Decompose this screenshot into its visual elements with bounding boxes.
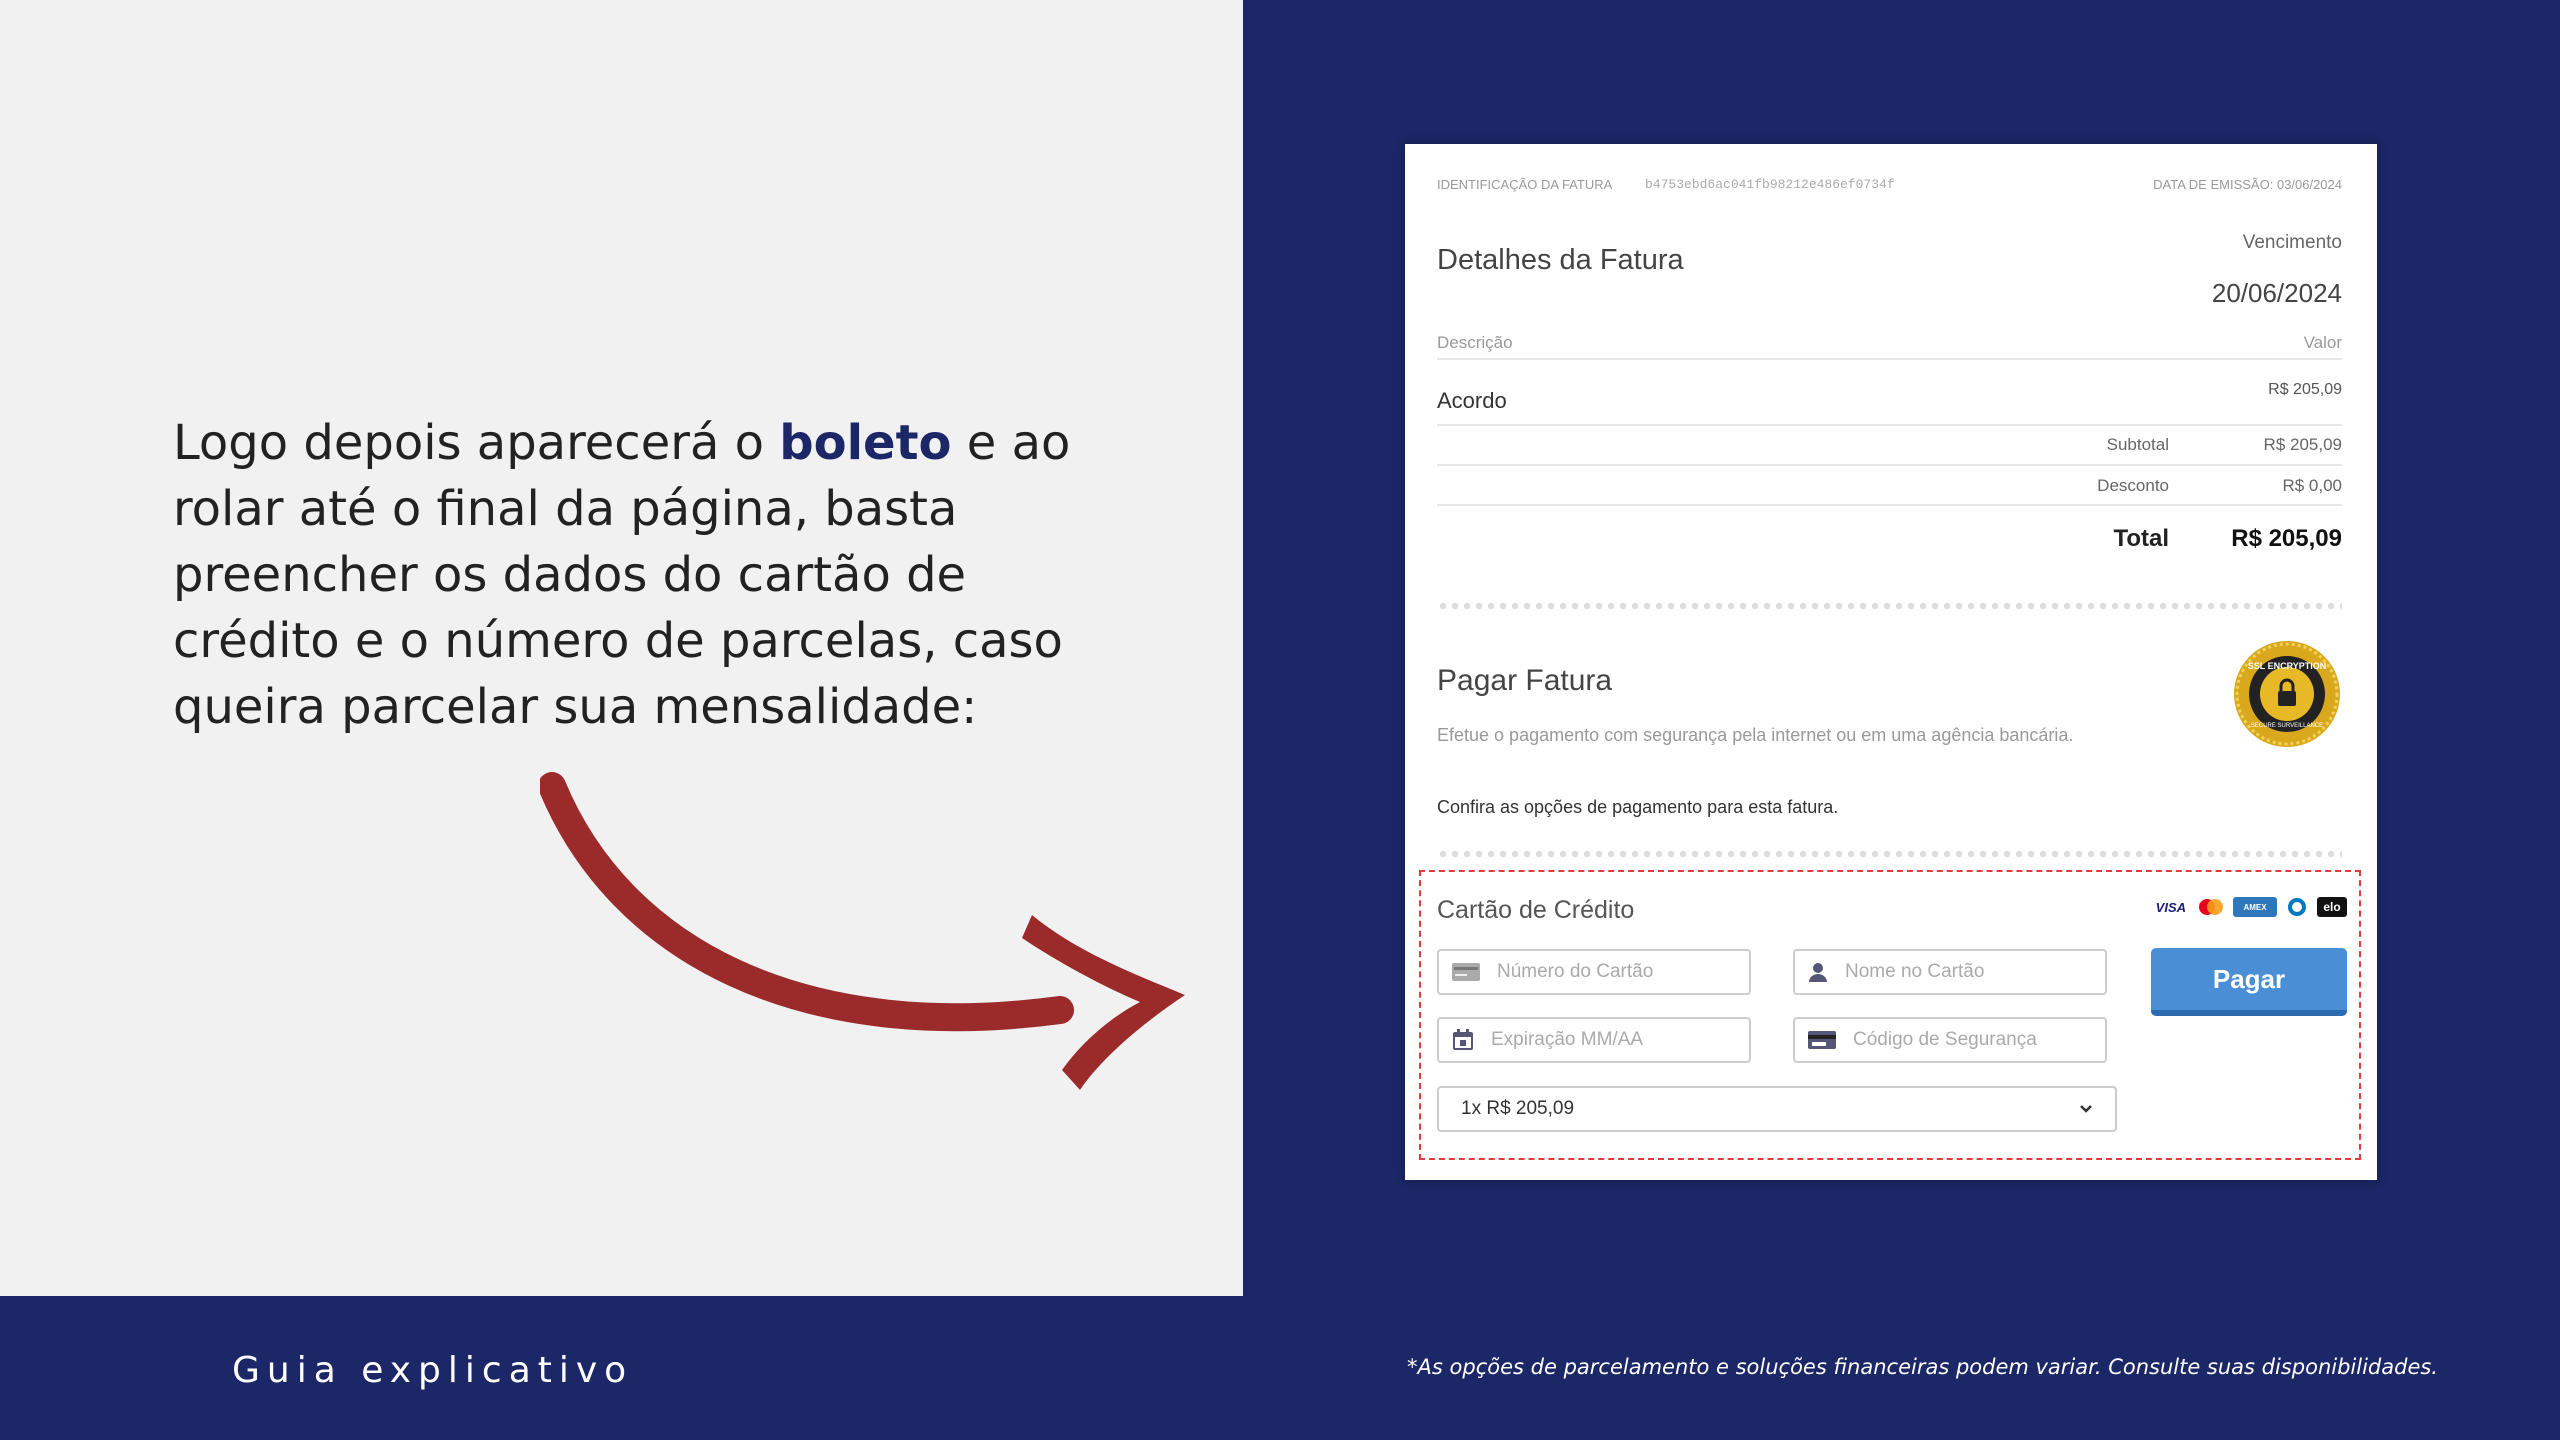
column-value-header: Valor xyxy=(2303,333,2342,352)
subtotal-label: Subtotal xyxy=(2106,435,2169,454)
card-name-input[interactable] xyxy=(1843,960,2047,984)
card-expiry-field[interactable] xyxy=(1437,1017,1751,1063)
guide-text-highlight: boleto xyxy=(779,415,952,471)
visa-icon: VISA xyxy=(2155,899,2186,915)
line-item-name: Acordo xyxy=(1437,388,1507,413)
pay-invoice-description: Efetue o pagamento com segurança pela internet ou em uma agência bancária. xyxy=(1437,725,2074,745)
invoice-id-label: IDENTIFICAÇÃO DA FATURA xyxy=(1437,177,1613,192)
card-security-icon xyxy=(1807,1029,1837,1051)
dotted-separator xyxy=(1437,850,2342,858)
divider xyxy=(1437,424,2342,426)
card-number-field[interactable] xyxy=(1437,949,1751,995)
installments-selected-value: 1x R$ 205,09 xyxy=(1461,1098,1575,1119)
payment-options-text: Confira as opções de pagamento para esta fatura. xyxy=(1437,797,1839,817)
ssl-badge-bottom-text: SECURE SURVEILLANCE xyxy=(2250,723,2324,729)
due-date-value: 20/06/2024 xyxy=(2211,278,2342,308)
mastercard-icon xyxy=(2193,897,2229,917)
ssl-encryption-badge-icon xyxy=(2232,639,2342,749)
line-item-value: R$ 205,09 xyxy=(2268,381,2342,398)
pay-invoice-title: Pagar Fatura xyxy=(1437,664,1613,697)
guide-text-start: Logo depois aparecerá o xyxy=(173,415,780,471)
footer-disclaimer: *As opções de parcelamento e soluções financeiras podem variar. Consulte suas disponibilidades. xyxy=(1407,1355,2438,1379)
calendar-icon xyxy=(1451,1028,1475,1052)
amex-icon: AMEX xyxy=(2233,897,2277,917)
credit-card-icon xyxy=(1451,961,1481,983)
chevron-down-icon xyxy=(2079,1104,2093,1114)
user-icon xyxy=(1807,961,1829,983)
card-number-input[interactable] xyxy=(1495,960,1699,984)
invoice-title: Detalhes da Fatura xyxy=(1437,244,1684,276)
subtotal-value: R$ 205,09 xyxy=(2263,435,2342,454)
credit-card-title: Cartão de Crédito xyxy=(1437,896,1635,924)
card-expiry-input[interactable] xyxy=(1489,1028,1693,1052)
pay-button[interactable]: Pagar xyxy=(2151,948,2347,1016)
divider xyxy=(1437,358,2342,360)
card-brands xyxy=(2153,897,2347,917)
card-cvv-field[interactable] xyxy=(1793,1017,2107,1063)
invoice-screenshot xyxy=(1405,144,2377,1180)
discount-value: R$ 0,00 xyxy=(2282,476,2342,495)
column-description-header: Descrição xyxy=(1437,333,1513,352)
guide-text-end: e ao rolar até o final da página, basta preencher os dados do cartão de crédito e o número de parcelas, caso queira parcelar sua mensalidade: xyxy=(173,415,1071,735)
diners-icon xyxy=(2281,897,2313,917)
curved-arrow-icon xyxy=(540,770,1200,1110)
footer-title: Guia explicativo xyxy=(232,1350,634,1391)
discount-label: Desconto xyxy=(2097,476,2169,495)
elo-icon: elo xyxy=(2317,897,2347,917)
dotted-separator xyxy=(1437,602,2342,610)
divider xyxy=(1437,464,2342,466)
installments-select[interactable] xyxy=(1437,1086,2117,1132)
card-name-field[interactable] xyxy=(1793,949,2107,995)
total-value: R$ 205,09 xyxy=(2231,525,2342,552)
total-label: Total xyxy=(2113,525,2169,552)
due-date-label: Vencimento xyxy=(2242,232,2342,253)
divider xyxy=(1437,504,2342,506)
invoice-id-value: b4753ebd6ac041fb98212e486ef0734f xyxy=(1645,177,1895,192)
ssl-badge-top-text: SSL ENCRYPTION xyxy=(2247,661,2327,671)
invoice-issue-date: DATA DE EMISSÃO: 03/06/2024 xyxy=(2153,177,2342,192)
guide-text xyxy=(173,410,1113,740)
card-cvv-input[interactable] xyxy=(1851,1028,2055,1052)
